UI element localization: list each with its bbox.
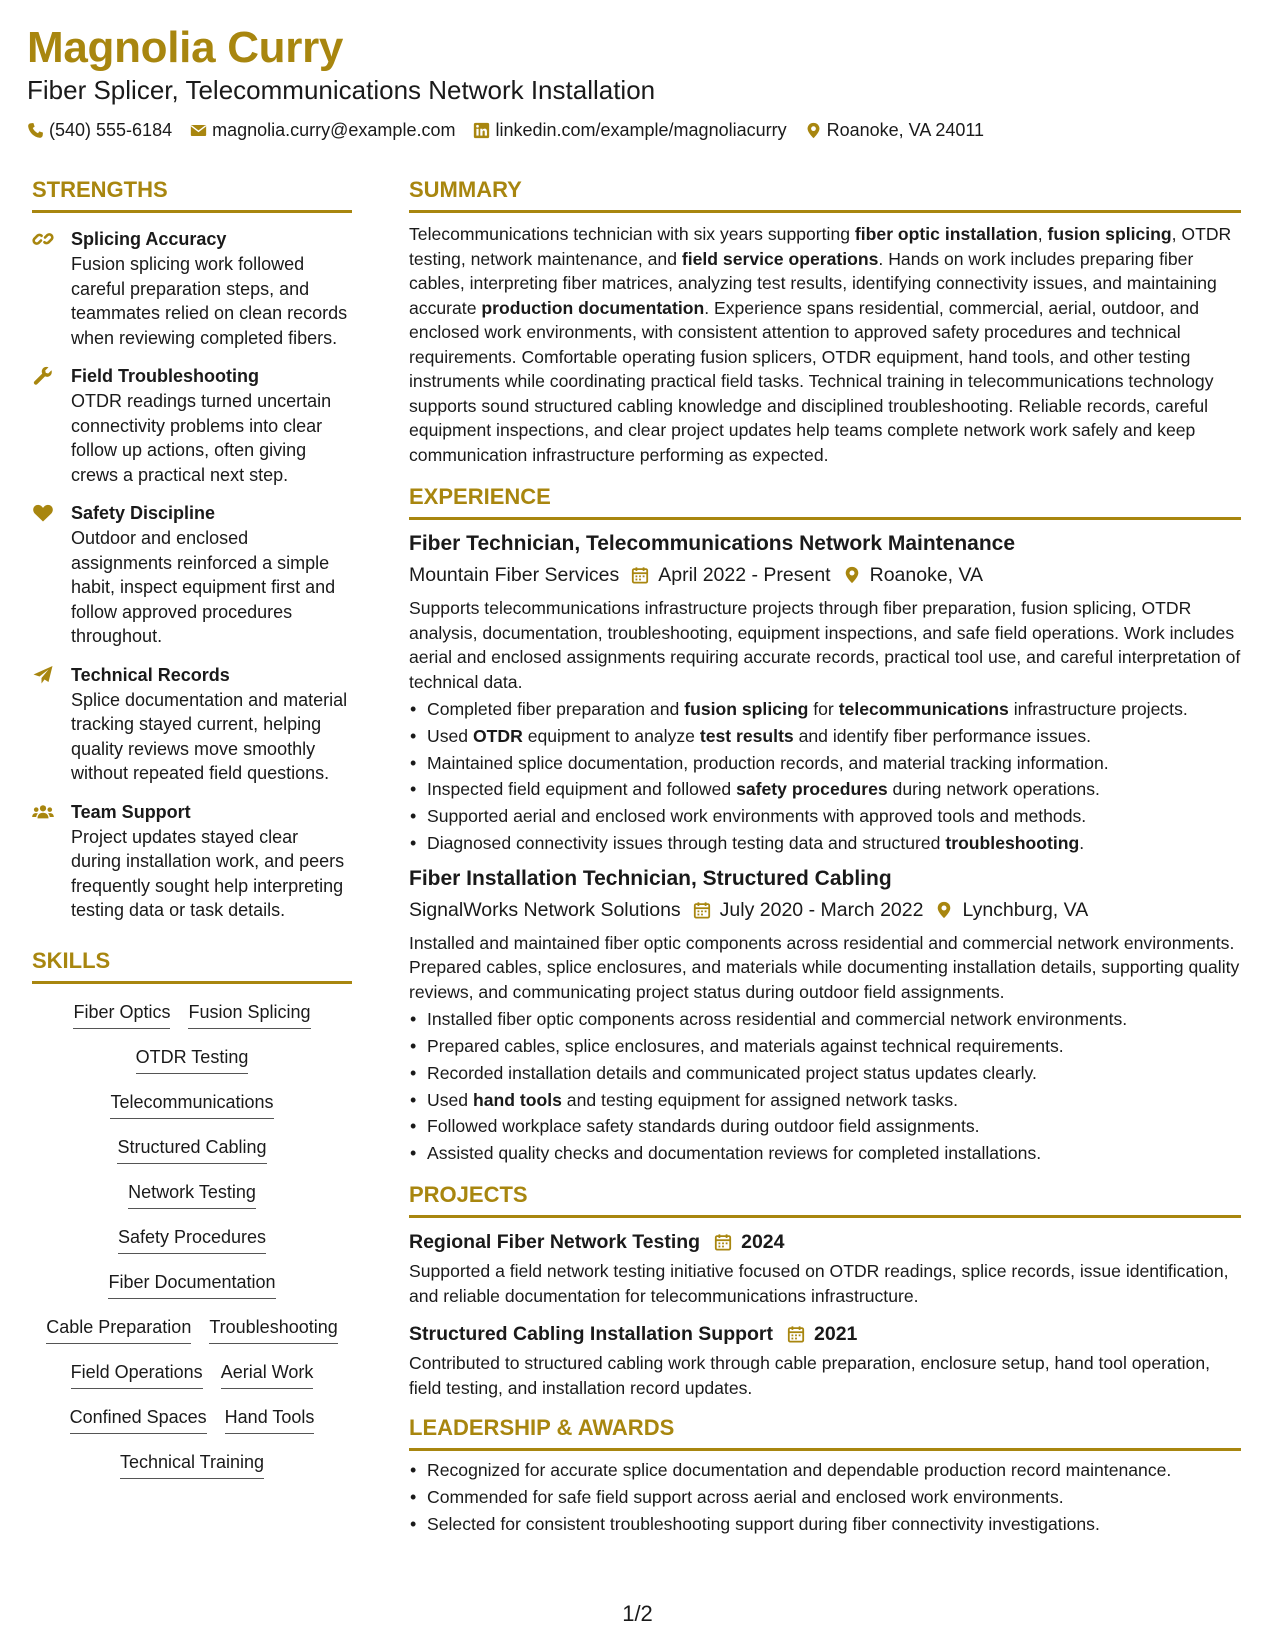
map-pin-icon — [935, 901, 953, 919]
summary-text: Telecommunications technician with six years supporting fiber optic installation, fusion splicing, OTDR testing, network maintenance, and field service operations. Hands on work includes preparing fiber cables, interpreting fiber matrices, analyzing test results, identifying connectivity issues, and maintaining accurate production documentation. Experience spans residential, commercial, aerial, outdoor, and enclosed work environments, with consistent attention to approved safety procedures and technical requirements. Comfortable operating fusion splicers, OTDR equipment, hand tools, and other testing instruments while coordinating practical field tasks. Technical training in telecommunications technology supports sound structured cabling knowledge and disciplined troubleshooting. Reliable records, careful equipment inspections, and clear project updates help teams complete network work safely and keep communication infrastructure performing as expected. — [409, 224, 1232, 465]
bold-keyword: production documentation — [481, 297, 705, 318]
calendar-icon — [787, 1325, 805, 1343]
linkedin-text: linkedin.com/example/magnoliacurry — [495, 120, 787, 140]
project-header — [409, 1228, 1241, 1256]
contact-bar — [27, 118, 1247, 142]
strength-item — [32, 364, 352, 487]
phone-text: (540) 555-6184 — [49, 120, 173, 140]
bold-keyword: troubleshooting — [945, 832, 1080, 853]
skill-tag: Aerial Work — [221, 1360, 314, 1389]
list-item: • Diagnosed connectivity issues through testing data and structured troubleshooting. — [409, 830, 1241, 857]
strength-desc: Splice documentation and material tracking stayed current, helping quality reviews move smoothly without repeated field questions. — [71, 689, 348, 783]
left-column — [32, 176, 352, 1495]
skill-tag: Telecommunications — [110, 1090, 273, 1119]
strength-title: Field Troubleshooting — [71, 366, 259, 386]
strength-title: Splicing Accuracy — [71, 229, 227, 249]
location-text: Roanoke, VA — [869, 564, 984, 586]
strengths-heading: STRENGTHS — [32, 176, 352, 213]
resume-header — [27, 22, 1247, 142]
skills-heading: SKILLS — [32, 947, 352, 984]
job-entry — [409, 530, 1241, 857]
job-meta — [409, 896, 1241, 924]
users-icon — [32, 802, 54, 822]
company-name: SignalWorks Network Solutions — [409, 898, 681, 921]
list-item: • Used hand tools and testing equipment for assigned network tasks. — [409, 1087, 1241, 1114]
strength-item — [32, 227, 352, 350]
contact-email[interactable] — [190, 118, 455, 142]
calendar-icon — [693, 901, 711, 919]
job-bullets — [409, 696, 1241, 857]
contact-location — [805, 118, 984, 142]
job-location — [843, 561, 983, 589]
list-item: • Selected for consistent troubleshooting support during fiber connectivity investigations. — [409, 1511, 1241, 1538]
job-dates — [631, 561, 830, 589]
strength-item — [32, 800, 352, 923]
contact-linkedin[interactable] — [473, 118, 786, 142]
job-meta — [409, 561, 1241, 589]
phone-icon — [27, 122, 44, 139]
list-item: • Commended for safe field support across aerial and enclosed work environments. — [409, 1484, 1241, 1511]
bold-keyword: field service operations — [681, 248, 879, 269]
list-item: • Prepared cables, splice enclosures, and materials against technical requirements. — [409, 1033, 1241, 1060]
job-bullets — [409, 1006, 1241, 1167]
bold-keyword: OTDR — [472, 725, 523, 746]
job-description: Installed and maintained fiber optic components across residential and commercial network environments. Prepared cables, splice enclosures, and materials while documenting installation details, supporting quality reviews, and communicating project status during outdoor field assignments. — [409, 932, 1240, 1002]
map-pin-icon — [843, 566, 861, 584]
strength-title: Team Support — [71, 801, 191, 822]
calendar-icon — [631, 566, 649, 584]
link-icon — [32, 229, 54, 249]
strength-desc: Fusion splicing work followed careful preparation steps, and teammates relied on clean records when reviewing completed fibers. — [71, 254, 348, 348]
bold-keyword: fusion splicing — [684, 699, 809, 719]
paper-plane-icon — [32, 665, 54, 685]
skill-tag: Structured Cabling — [117, 1135, 266, 1164]
skill-tag: Fiber Documentation — [108, 1270, 275, 1299]
map-pin-icon — [805, 122, 822, 139]
project-entry — [409, 1228, 1241, 1308]
job-location — [935, 896, 1088, 924]
list-item: • Inspected field equipment and followed safety procedures during network operations. — [409, 776, 1241, 803]
project-year: 2024 — [741, 1231, 785, 1254]
skill-tag: OTDR Testing — [136, 1045, 249, 1074]
candidate-title: Fiber Splicer, Telecommunications Network Installation — [27, 75, 656, 105]
skill-tag: Troubleshooting — [209, 1315, 337, 1344]
strength-title: Technical Records — [71, 664, 230, 685]
page-number: 1/2 — [622, 1601, 653, 1626]
skill-tag: Cable Preparation — [46, 1315, 191, 1344]
skill-tag: Fusion Splicing — [188, 1000, 310, 1029]
list-item: • Recognized for accurate splice documentation and dependable production record maintenance. — [409, 1457, 1241, 1484]
project-description: Supported a field network testing initiative focused on OTDR readings, splice records, issue identification, and reliable documentation for telecommunications infrastructure. — [409, 1261, 1229, 1306]
bold-keyword: telecommunications — [838, 699, 1009, 719]
job-title: Fiber Installation Technician, Structured Cabling — [409, 866, 892, 890]
skill-tag: Field Operations — [71, 1360, 203, 1389]
project-entry — [409, 1320, 1241, 1400]
leadership-list — [409, 1457, 1241, 1537]
skill-tag: Confined Spaces — [70, 1405, 207, 1434]
location-text: Lynchburg, VA — [962, 898, 1089, 921]
wrench-icon — [32, 366, 54, 386]
project-title: Structured Cabling Installation Support — [409, 1323, 774, 1346]
job-title: Fiber Technician, Telecommunications Network Maintenance — [409, 532, 1016, 555]
heart-icon — [32, 503, 54, 523]
project-description: Contributed to structured cabling work through cable preparation, enclosure setup, hand tool operation, field testing, and installation record updates. — [409, 1353, 1211, 1398]
list-item: • Maintained splice documentation, production records, and material tracking information. — [409, 750, 1241, 777]
dates-text: April 2022 - Present — [658, 564, 831, 586]
summary-heading: SUMMARY — [409, 176, 1241, 213]
strength-desc: Outdoor and enclosed assignments reinforced a simple habit, inspect equipment first and follow approved procedures throughout. — [71, 528, 336, 646]
experience-heading: EXPERIENCE — [409, 483, 1241, 520]
linkedin-icon — [473, 122, 490, 139]
list-item: • Supported aerial and enclosed work environments with approved tools and methods. — [409, 803, 1241, 830]
strength-desc: Project updates stayed clear during installation work, and peers frequently sought help interpreting testing data or task details. — [71, 826, 345, 920]
strength-desc: OTDR readings turned uncertain connectivity problems into clear follow up actions, often giving crews a practical next step. — [71, 391, 332, 485]
skill-tag: Safety Procedures — [118, 1225, 266, 1254]
skills-list — [32, 1000, 352, 1495]
list-item: • Followed workplace safety standards during outdoor field assignments. — [409, 1113, 1241, 1140]
bold-keyword: hand tools — [472, 1089, 562, 1110]
skill-tag: Technical Training — [120, 1450, 264, 1479]
bold-keyword: safety procedures — [736, 779, 888, 800]
project-title: Regional Fiber Network Testing — [409, 1231, 701, 1254]
list-item: • Installed fiber optic components across residential and commercial network environments. — [409, 1006, 1241, 1033]
location-text: Roanoke, VA 24011 — [826, 120, 985, 140]
bold-keyword: fusion splicing — [1047, 224, 1172, 244]
project-year: 2021 — [814, 1323, 858, 1346]
list-item: • Recorded installation details and communicated project status updates clearly. — [409, 1060, 1241, 1087]
right-column — [409, 176, 1241, 1537]
list-item: • Completed fiber preparation and fusion splicing for telecommunications infrastructure projects. — [409, 696, 1241, 723]
bold-keyword: test results — [699, 725, 794, 746]
list-item: • Used OTDR equipment to analyze test results and identify fiber performance issues. — [409, 723, 1241, 750]
contact-phone[interactable] — [27, 118, 172, 142]
job-entry — [409, 865, 1241, 1167]
email-text: magnolia.curry@example.com — [212, 120, 456, 140]
strength-item — [32, 663, 352, 786]
strength-title: Safety Discipline — [71, 503, 216, 523]
envelope-icon — [190, 122, 207, 139]
company-name: Mountain Fiber Services — [409, 564, 620, 586]
projects-heading: PROJECTS — [409, 1181, 1241, 1218]
list-item: • Assisted quality checks and documentation reviews for completed installations. — [409, 1140, 1241, 1167]
skill-tag: Hand Tools — [225, 1405, 315, 1434]
skill-tag: Network Testing — [128, 1180, 256, 1209]
job-description: Supports telecommunications infrastructure projects through fiber preparation, fusion splicing, OTDR analysis, documentation, troubleshooting, equipment inspections, and safe field operations. Work includes aerial and enclosed assignments requiring accurate records, practical tool use, and careful interpretation of technical data. — [409, 598, 1241, 692]
leadership-heading: LEADERSHIP & AWARDS — [409, 1414, 1241, 1451]
strength-item — [32, 501, 352, 649]
dates-text: July 2020 - March 2022 — [719, 898, 924, 921]
candidate-name: Magnolia Curry — [27, 23, 344, 72]
job-dates — [693, 896, 924, 924]
calendar-icon — [714, 1233, 732, 1251]
bold-keyword: fiber optic installation — [854, 224, 1038, 244]
skill-tag: Fiber Optics — [73, 1000, 170, 1029]
project-header — [409, 1320, 1241, 1348]
